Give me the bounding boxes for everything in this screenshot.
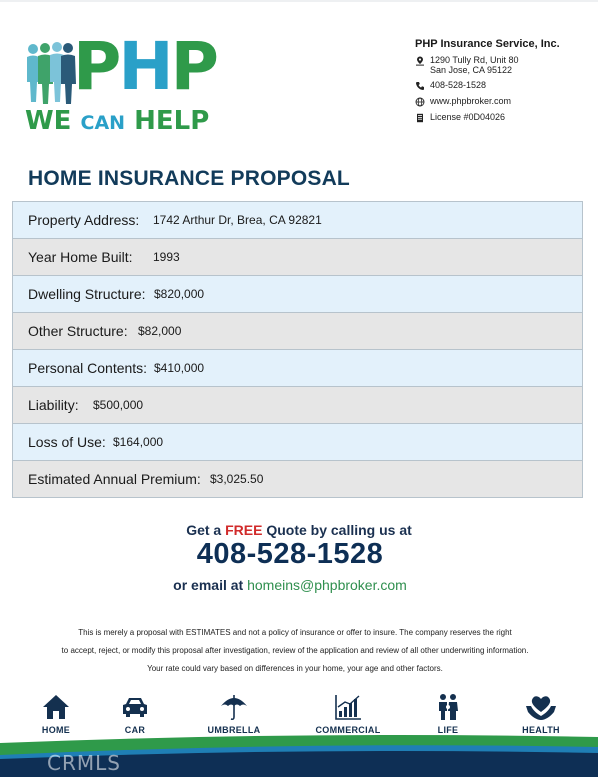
disclaimer-line-2: to accept, reject, or modify this proposal after investigation, review of the application and review of all other underwriting information. bbox=[61, 646, 529, 655]
row-label: Property Address: bbox=[28, 212, 140, 228]
php-logo bbox=[25, 28, 216, 140]
cta-phone-number[interactable]: 408-528-1528 bbox=[196, 538, 384, 570]
row-label: Loss of Use: bbox=[28, 434, 106, 450]
row-value: $82,000 bbox=[138, 324, 182, 338]
row-value: $820,000 bbox=[154, 287, 205, 301]
table-row-dwelling-structure bbox=[13, 276, 582, 313]
company-name: PHP Insurance Service, Inc. bbox=[415, 38, 560, 50]
address-line-1: 1290 Tully Rd, Unit 80 bbox=[430, 55, 519, 65]
row-value: 1993 bbox=[153, 250, 180, 264]
top-border bbox=[0, 0, 598, 2]
row-label: Estimated Annual Premium: bbox=[28, 471, 201, 487]
category-label: UMBRELLA bbox=[207, 725, 261, 735]
logo-brand: PHP bbox=[73, 28, 216, 105]
free-highlight: FREE bbox=[225, 522, 263, 538]
company-info bbox=[415, 38, 590, 128]
logo-tagline: WE CAN HELP bbox=[25, 106, 210, 136]
category-car[interactable] bbox=[95, 692, 175, 735]
category-health[interactable] bbox=[501, 692, 581, 735]
phone-text: 408-528-1528 bbox=[430, 80, 487, 90]
email-callout bbox=[0, 577, 580, 593]
category-label: HOME bbox=[41, 725, 71, 735]
cta-suffix: Quote by calling us at bbox=[266, 522, 412, 538]
company-license bbox=[415, 112, 590, 123]
table-row-annual-premium bbox=[13, 461, 582, 497]
umbrella-icon bbox=[219, 692, 249, 722]
company-phone bbox=[415, 80, 590, 91]
row-value: $3,025.50 bbox=[210, 472, 264, 486]
email-prefix: or email at bbox=[173, 577, 244, 593]
company-address bbox=[415, 55, 590, 75]
house-icon bbox=[41, 692, 71, 722]
row-label: Liability: bbox=[28, 397, 79, 413]
email-link[interactable]: homeins@phpbroker.com bbox=[247, 577, 407, 593]
address-line-2: San Jose, CA 95122 bbox=[430, 65, 513, 75]
bar-chart-icon bbox=[333, 692, 363, 722]
category-umbrella[interactable] bbox=[194, 692, 274, 735]
category-label: CAR bbox=[124, 725, 146, 735]
disclaimer bbox=[12, 624, 578, 678]
table-row-other-structure bbox=[13, 313, 582, 350]
document-icon bbox=[415, 113, 425, 123]
company-website bbox=[415, 96, 590, 107]
phone-icon bbox=[415, 81, 425, 91]
quote-callout bbox=[0, 522, 598, 538]
row-value: $500,000 bbox=[93, 398, 144, 412]
table-row-year-built bbox=[13, 239, 582, 276]
row-label: Personal Contents: bbox=[28, 360, 148, 376]
row-value: 1742 Arthur Dr, Brea, CA 92821 bbox=[153, 213, 322, 227]
category-label: COMMERCIAL bbox=[315, 725, 381, 735]
page-title: HOME INSURANCE PROPOSAL bbox=[28, 167, 350, 190]
proposal-table bbox=[12, 201, 583, 498]
category-home[interactable] bbox=[16, 692, 96, 735]
family-icon bbox=[433, 692, 463, 722]
row-value: $164,000 bbox=[113, 435, 164, 449]
row-value: $410,000 bbox=[154, 361, 205, 375]
row-label: Dwelling Structure: bbox=[28, 286, 146, 302]
location-pin-icon bbox=[415, 56, 425, 66]
disclaimer-line-1: This is merely a proposal with ESTIMATES and not a policy of insurance or offer to insure. The company reserves the right bbox=[78, 628, 512, 637]
row-label: Other Structure: bbox=[28, 323, 128, 339]
row-label: Year Home Built: bbox=[28, 249, 133, 265]
table-row-liability bbox=[13, 387, 582, 424]
category-commercial[interactable] bbox=[308, 692, 388, 735]
disclaimer-line-3: Your rate could vary based on differences in your home, your age and other factors. bbox=[147, 664, 443, 673]
table-row-property-address bbox=[13, 202, 582, 239]
website-text[interactable]: www.phpbroker.com bbox=[430, 96, 512, 106]
crmls-watermark: CRMLS bbox=[47, 751, 121, 775]
table-row-personal-contents bbox=[13, 350, 582, 387]
category-label: HEALTH bbox=[522, 725, 560, 735]
category-label: LIFE bbox=[437, 725, 459, 735]
heart-hands-icon bbox=[524, 692, 558, 722]
globe-icon bbox=[415, 97, 425, 107]
license-text: License #0D04026 bbox=[430, 112, 506, 122]
table-row-loss-of-use bbox=[13, 424, 582, 461]
category-life[interactable] bbox=[408, 692, 488, 735]
cta-prefix: Get a bbox=[186, 522, 222, 538]
car-icon bbox=[120, 692, 150, 722]
